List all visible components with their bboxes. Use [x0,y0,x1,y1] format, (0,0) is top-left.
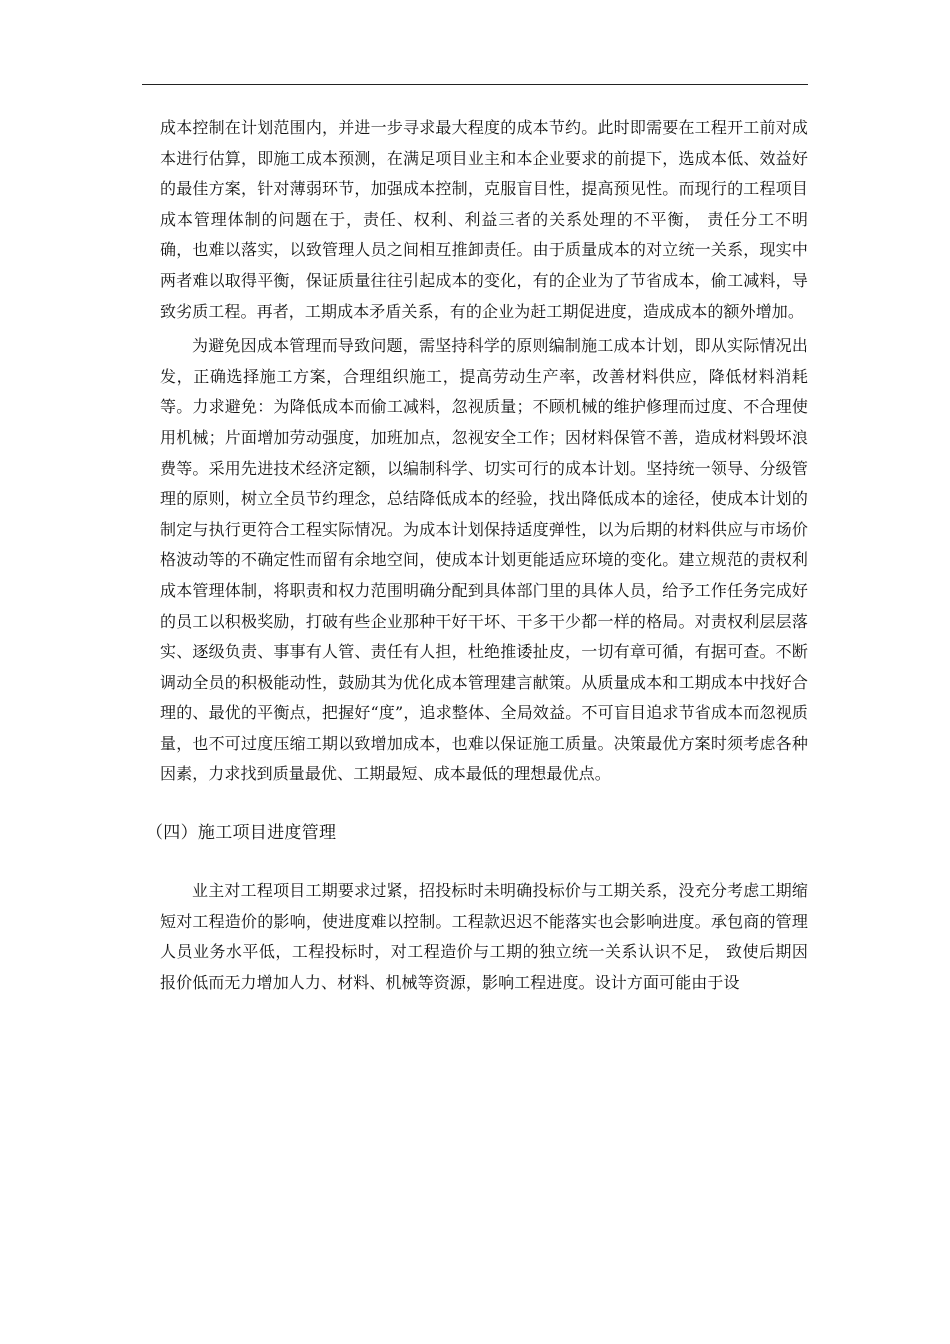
paragraph-schedule-management: 业主对工程项目工期要求过紧，招投标时未明确投标价与工期关系，没充分考虑工期缩短对工程造价的影响，使进度难以控制。工程款迟迟不能落实也会影响进度。承包商的管理人员业务水平低，工程投标时，对工程造价与工期的独立统一关系认识不足， 致使后期因报价低而无力增加人力、材料、机械等资源，影响工程进度。设计方面可能由于设 [160,881,808,992]
header-rule [142,84,808,85]
document-page [146,113,808,998]
section-heading: （四）施工项目进度管理 [146,823,337,844]
paragraph-cost-control: 成本控制在计划范围内，并进一步寻求最大程度的成本节约。此时即需要在工程开工前对成本进行估算，即施工成本预测，在满足项目业主和本企业要求的前提下，选成本低、效益好的最佳方案，针对薄弱环节，加强成本控制，克服盲目性，提高预见性。而现行的工程项目成本管理体制的问题在于，责任、权利、利益三者的关系处理的不平衡， 责任分工不明确，也难以落实，以致管理人员之间相互推卸责任。由于质量成本的对立统一关系，现实中两者难以取得平衡，保证质量往往引起成本的变化，有的企业为了节省成本，偷工减料，导致劣质工程。再者，工期成本矛盾关系，有的企业为赶工期促进度，造成成本的额外增加。 [160,118,808,321]
paragraph-cost-plan: 为避免因成本管理而导致问题，需坚持科学的原则编制施工成本计划，即从实际情况出发，正确选择施工方案，合理组织施工，提高劳动生产率，改善材料供应，降低材料消耗等。力求避免：为降低成本而偷工减料，忽视质量；不顾机械的维护修理而过度、不合理使用机械；片面增加劳动强度，加班加点，忽视安全工作；因材料保管不善，造成材料毁坏浪费等。采用先进技术经济定额，以编制科学、切实可行的成本计划。坚持统一领导、分级管理的原则，树立全员节约理念，总结降低成本的经验，找出降低成本的途径，使成本计划的制定与执行更符合工程实际情况。为成本计划保持适度弹性，以为后期的材料供应与市场价格波动等的不确定性而留有余地空间，使成本计划更能适应环境的变化。建立规范的责权利成本管理体制，将职责和权力范围明确分配到具体部门里的具体人员，给予工作任务完成好的员工以积极奖励，打破有些企业那种干好干坏、干多干少都一样的格局。对责权利层层落实、逐级负责、事事有人管、责任有人担，杜绝推诿扯皮，一切有章可循，有据可查。不断调动全员的积极能动性，鼓励其为优化成本管理建言献策。从质量成本和工期成本中找好合理的、最优的平衡点，把握好“度”，追求整体、全局效益。不可盲目追求节省成本而忽视质量，也不可过度压缩工期以致增加成本，也难以保证施工质量。决策最优方案时须考虑各种因素，力求找到质量最优、工期最短、成本最低的理想最优点。 [160,336,808,784]
